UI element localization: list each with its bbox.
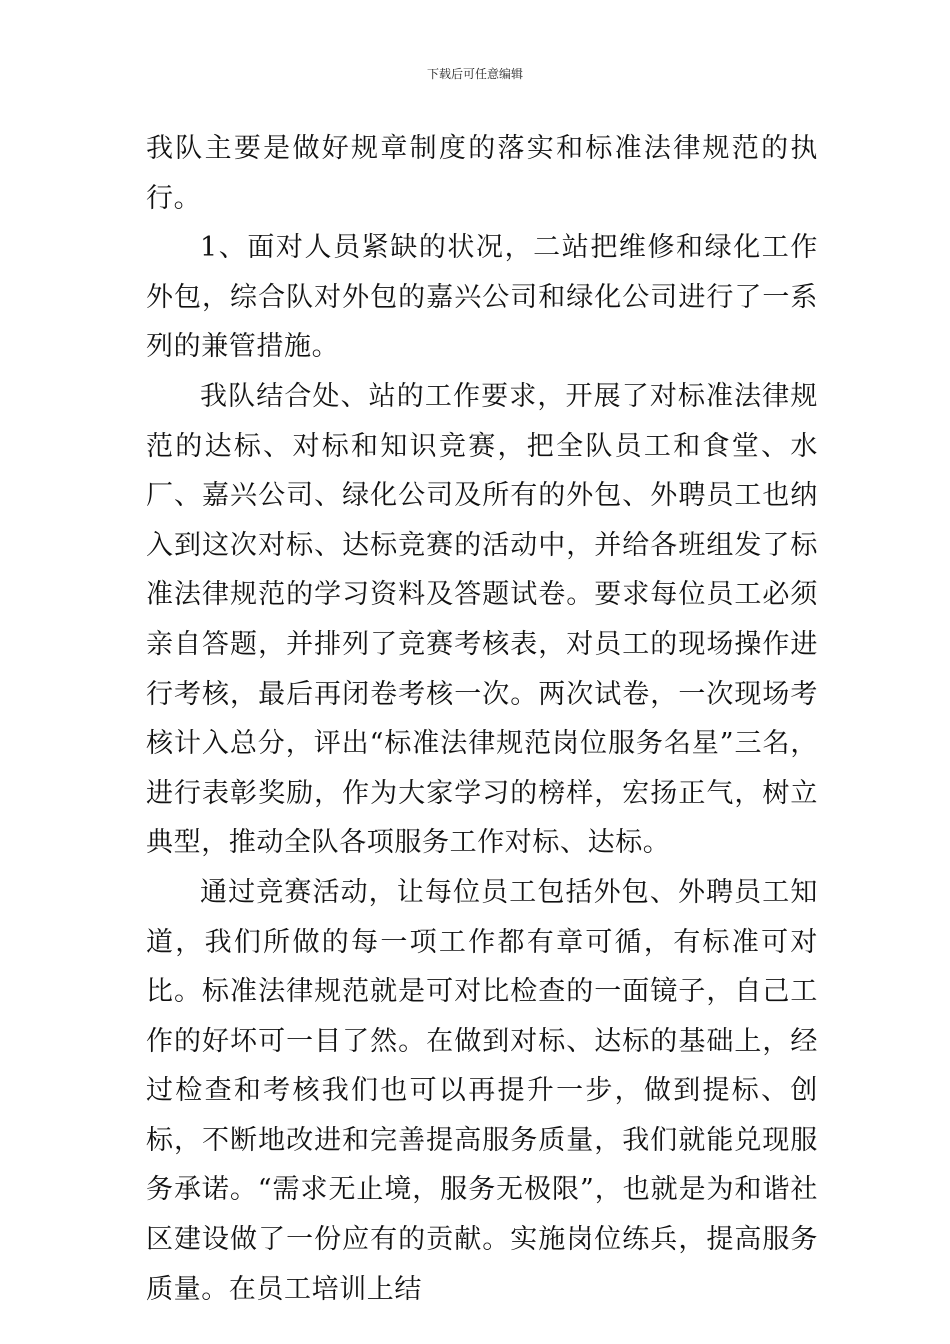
page-header: 下载后可任意编辑 [426, 67, 523, 81]
paragraph-4: 通过竞赛活动，让每位员工包括外包、外聘员工知道，我们所做的每一项工作都有章可循，有标准可对比。标准法律规范就是可对比检查的一面镜子，自己工作的好坏可一目了然。在做到对标、达标的基础上，经过检查和考核我们也可以再提升一步，做到提标、创标，不断地改进和完善提高服务质量，我们就能兑现服务承诺。“需求无止境，服务无极限”，也就是为和谐社区建设做了一份应有的贡献。实施岗位练兵，提高服务质量。在员工培训上结 [146, 876, 818, 1305]
paragraph-1: 我队主要是做好规章制度的落实和标准法律规范的执行。 [146, 133, 818, 214]
document-body [146, 124, 818, 1314]
paragraph-2: 1、面对人员紧缺的状况，二站把维修和绿化工作外包，综合队对外包的嘉兴公司和绿化公司进行了一系列的兼管措施。 [146, 232, 818, 363]
paragraph-3: 我队结合处、站的工作要求，开展了对标准法律规范的达标、对标和知识竞赛，把全队员工和食堂、水厂、嘉兴公司、绿化公司及所有的外包、外聘员工也纳入到这次对标、达标竞赛的活动中，并给各班组发了标准法律规范的学习资料及答题试卷。要求每位员工必须亲自答题，并排列了竞赛考核表，对员工的现场操作进行考核，最后再闭卷考核一次。两次试卷，一次现场考核计入总分，评出“标准法律规范岗位服务名星”三名，进行表彰奖励，作为大家学习的榜样，宏扬正气，树立典型，推动全队各项服务工作对标、达标。 [146, 380, 818, 859]
